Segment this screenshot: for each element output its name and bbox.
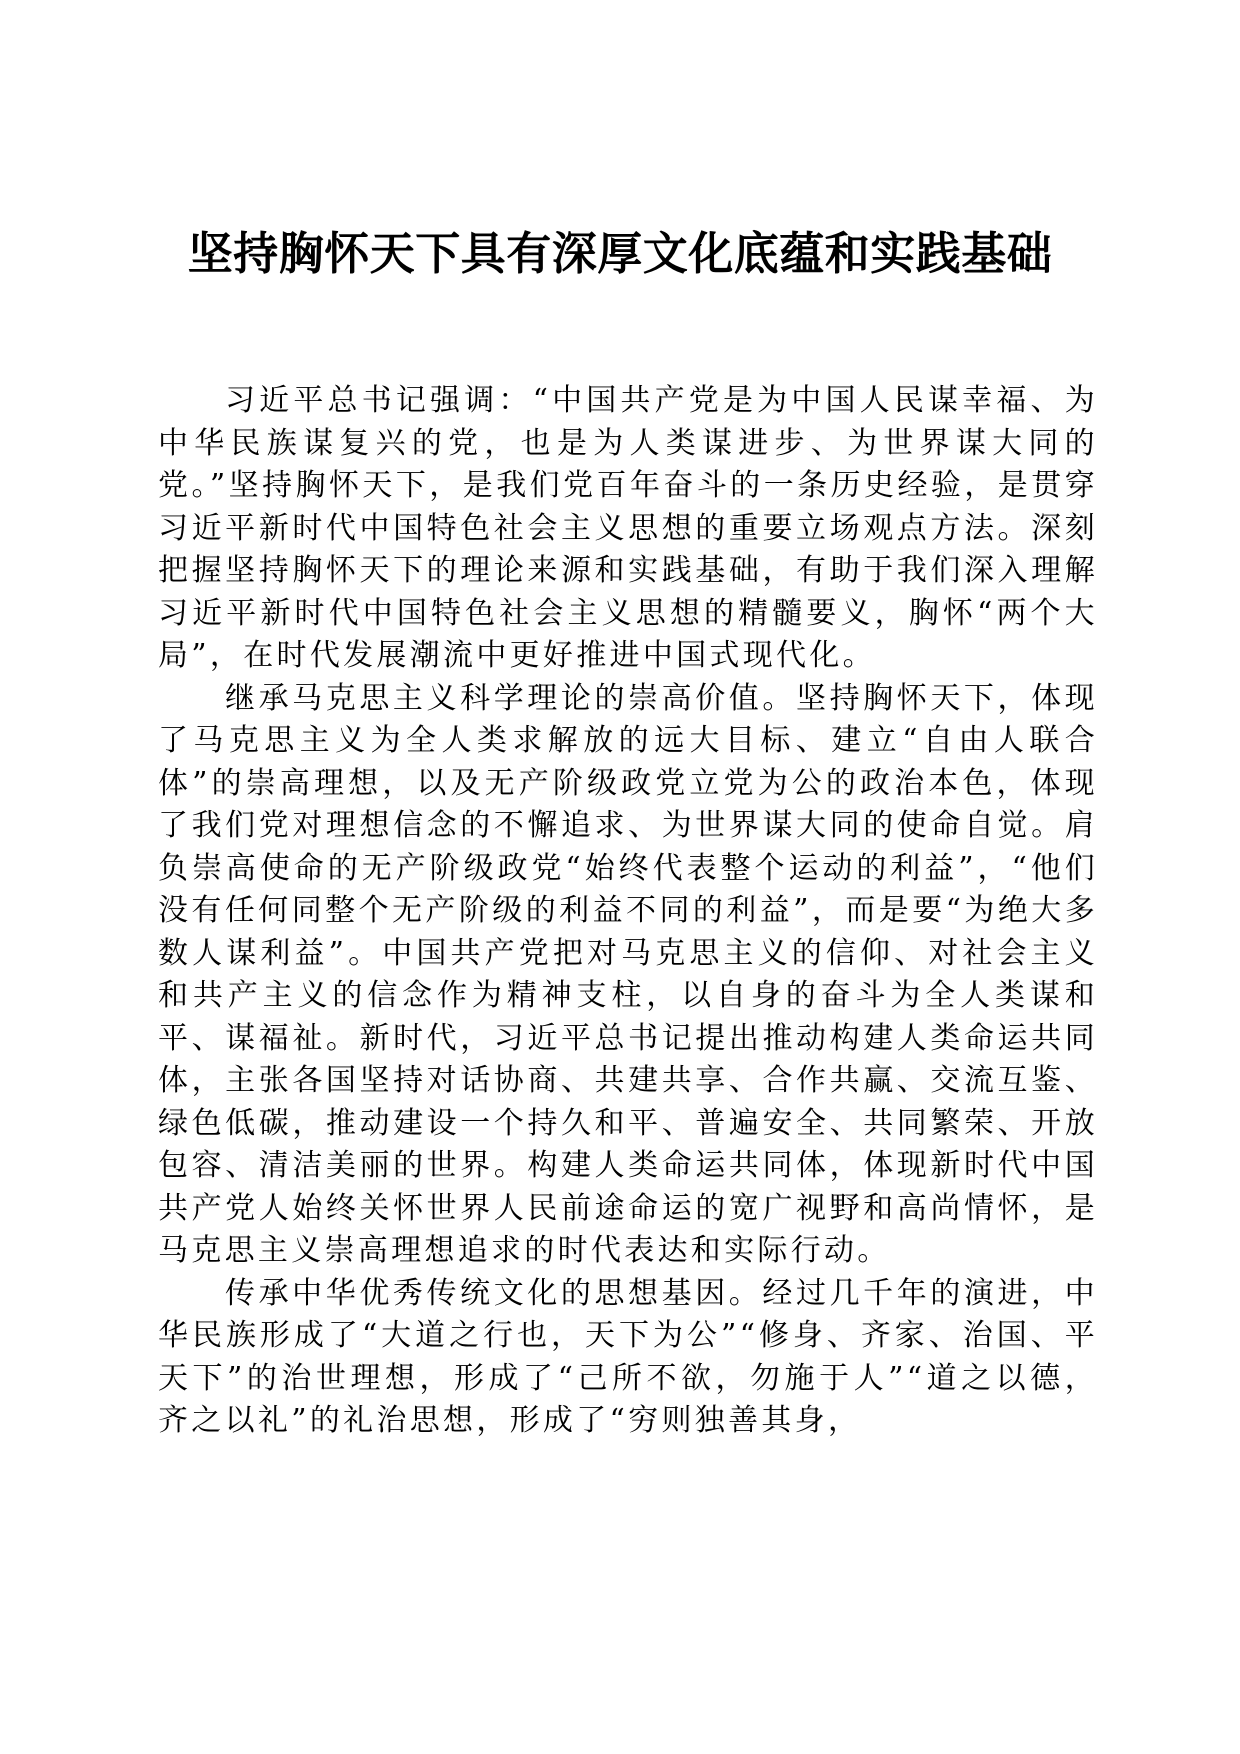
document-title: 坚持胸怀天下具有深厚文化底蕴和实践基础 [187, 227, 1053, 280]
paragraph-intro: 习近平总书记强调：“中国共产党是为中国人民谋幸福、为中华民族谋复兴的党，也是为人类谋进步、为世界谋大同的党。”坚持胸怀天下，是我们党百年奋斗的一条历史经验，是贯穿习近平新时代中国特色社会主义思想的重要立场观点方法。深刻把握坚持胸怀天下的理论来源和实践基础，有助于我们深入理解习近平新时代中国特色社会主义思想的精髓要义，胸怀“两个大局”，在时代发展潮流中更好推进中国式现代化。 [158, 383, 1098, 673]
paragraph-marxism: 继承马克思主义科学理论的崇高价值。坚持胸怀天下，体现了马克思主义为全人类求解放的远大目标、建立“自由人联合体”的崇高理想，以及无产阶级政党立党为公的政治本色，体现了我们党对理想信念的不懈追求、为世界谋大同的使命自觉。肩负崇高使命的无产阶级政党“始终代表整个运动的利益”，“他们没有任何同整个无产阶级的利益不同的利益”，而是要“为绝大多数人谋利益”。中国共产党把对马克思主义的信仰、对社会主义和共产主义的信念作为精神支柱，以自身的奋斗为全人类谋和平、谋福祉。新时代，习近平总书记提出推动构建人类命运共同体，主张各国坚持对话协商、共建共享、合作共赢、交流互鉴、绿色低碳，推动建设一个持久和平、普遍安全、共同繁荣、开放包容、清洁美丽的世界。构建人类命运共同体，体现新时代中国共产党人始终关怀世界人民前途命运的宽广视野和高尚情怀，是马克思主义崇高理想追求的时代表达和实际行动。 [158, 680, 1098, 1268]
document-body [158, 380, 1098, 1443]
paragraph-traditional-culture: 传承中华优秀传统文化的思想基因。经过几千年的演进，中华民族形成了“大道之行也，天下为公”“修身、齐家、治国、平天下”的治世理想，形成了“己所不欲，勿施于人”“道之以德，齐之以礼”的礼治思想，形成了“穷则独善其身， [158, 1275, 1098, 1438]
